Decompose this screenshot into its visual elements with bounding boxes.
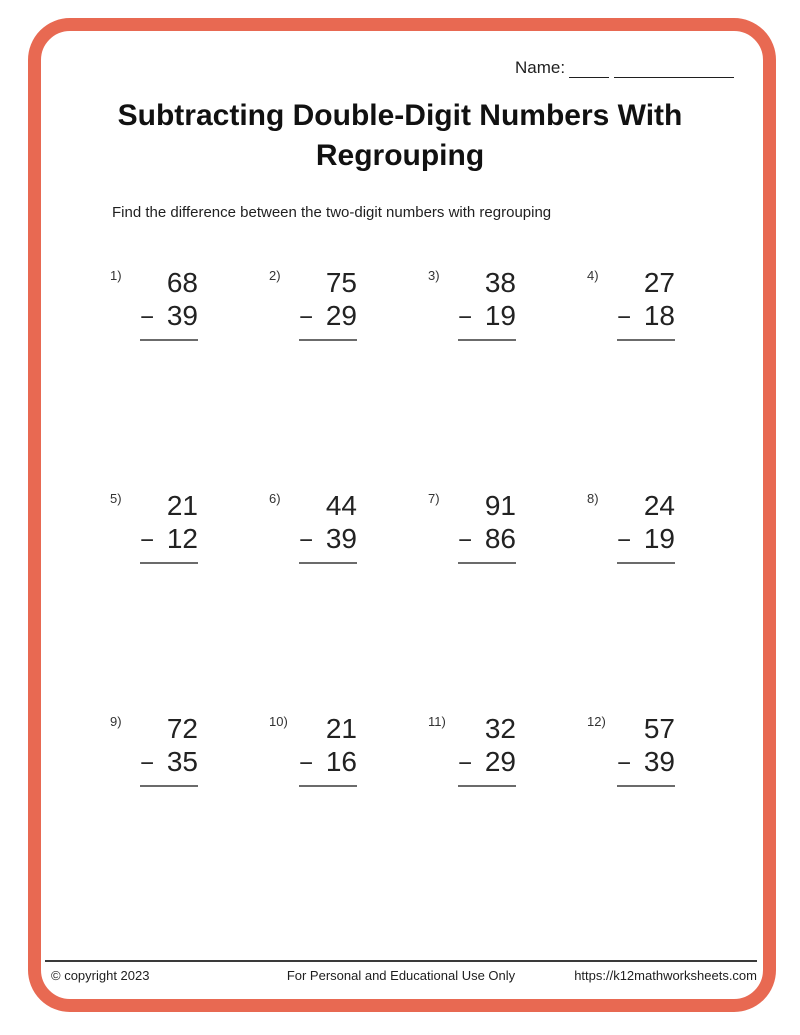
minus-sign: −	[617, 304, 632, 331]
minuend: 27	[643, 267, 675, 298]
subtrahend: 18	[643, 300, 675, 331]
subtrahend-row	[140, 299, 198, 334]
problem-cell	[106, 266, 265, 489]
name-blank-line	[614, 62, 734, 78]
minuend: 21	[166, 490, 198, 521]
answer-line	[299, 785, 357, 787]
answer-line	[140, 562, 198, 564]
minus-sign: −	[617, 750, 632, 777]
problem-work	[299, 712, 357, 787]
problem-work	[617, 266, 675, 341]
problem-work	[617, 712, 675, 787]
problem-work	[140, 489, 198, 564]
minus-sign: −	[140, 750, 155, 777]
subtrahend-row	[458, 745, 516, 780]
minuend: 24	[643, 490, 675, 521]
subtrahend-row	[299, 522, 357, 557]
minuend: 72	[166, 713, 198, 744]
problem-cell	[106, 712, 265, 935]
problem-work	[140, 266, 198, 341]
problem-number: 5)	[110, 491, 122, 506]
minus-sign: −	[299, 527, 314, 554]
problem-work	[140, 712, 198, 787]
subtrahend-row	[617, 745, 675, 780]
answer-line	[458, 785, 516, 787]
answer-line	[299, 339, 357, 341]
minus-sign: −	[458, 304, 473, 331]
subtrahend-row	[299, 745, 357, 780]
answer-line	[140, 785, 198, 787]
problem-cell	[424, 489, 583, 712]
problem-number: 3)	[428, 268, 440, 283]
minuend: 91	[484, 490, 516, 521]
problem-cell	[424, 712, 583, 935]
instruction-text: Find the difference between the two-digit numbers with regrouping	[112, 204, 552, 221]
subtrahend: 19	[643, 523, 675, 554]
answer-line	[458, 339, 516, 341]
subtrahend-row	[617, 299, 675, 334]
footer-site-url: https://k12mathworksheets.com	[574, 968, 757, 983]
problem-number: 12)	[587, 714, 606, 729]
minuend: 68	[166, 267, 198, 298]
footer-copyright: © copyright 2023	[51, 968, 150, 983]
minuend: 38	[484, 267, 516, 298]
problem-number: 9)	[110, 714, 122, 729]
problem-cell	[583, 489, 742, 712]
footer	[45, 968, 757, 986]
minus-sign: −	[299, 304, 314, 331]
minuend: 32	[484, 713, 516, 744]
minus-sign: −	[458, 750, 473, 777]
minuend: 21	[325, 713, 357, 744]
page-title-line2: Regrouping	[315, 139, 485, 172]
minus-sign: −	[140, 527, 155, 554]
problem-cell	[583, 266, 742, 489]
problem-cell	[106, 489, 265, 712]
subtrahend: 29	[325, 300, 357, 331]
answer-line	[617, 785, 675, 787]
minus-sign: −	[617, 527, 632, 554]
minus-sign: −	[140, 304, 155, 331]
subtrahend: 86	[484, 523, 516, 554]
minuend: 57	[643, 713, 675, 744]
problem-cell	[265, 489, 424, 712]
problem-number: 10)	[269, 714, 288, 729]
footer-divider	[45, 960, 757, 962]
problem-work	[458, 266, 516, 341]
problem-number: 8)	[587, 491, 599, 506]
answer-line	[458, 562, 516, 564]
answer-line	[299, 562, 357, 564]
footer-usage-note: For Personal and Educational Use Only	[286, 968, 516, 983]
minus-sign: −	[299, 750, 314, 777]
problem-number: 1)	[110, 268, 122, 283]
subtrahend: 19	[484, 300, 516, 331]
problem-number: 2)	[269, 268, 281, 283]
minuend: 75	[325, 267, 357, 298]
subtrahend: 12	[166, 523, 198, 554]
subtrahend: 39	[325, 523, 357, 554]
subtrahend-row	[299, 299, 357, 334]
name-label: Name:	[515, 58, 566, 77]
subtrahend-row	[458, 299, 516, 334]
subtrahend-row	[140, 745, 198, 780]
answer-line	[617, 339, 675, 341]
subtrahend: 29	[484, 746, 516, 777]
problem-cell	[265, 712, 424, 935]
answer-line	[140, 339, 198, 341]
problem-work	[299, 266, 357, 341]
page-title	[58, 96, 742, 176]
subtrahend-row	[617, 522, 675, 557]
problem-work	[617, 489, 675, 564]
problem-work	[458, 489, 516, 564]
minus-sign: −	[458, 527, 473, 554]
problems-grid	[106, 266, 742, 935]
name-blank-line	[569, 62, 609, 78]
subtrahend-row	[458, 522, 516, 557]
page-title-line1: Subtracting Double-Digit Numbers With	[117, 99, 683, 132]
problem-number: 6)	[269, 491, 281, 506]
subtrahend: 39	[643, 746, 675, 777]
problem-number: 7)	[428, 491, 440, 506]
problem-cell	[265, 266, 424, 489]
minuend: 44	[325, 490, 357, 521]
name-row	[515, 58, 734, 78]
problem-cell	[583, 712, 742, 935]
problem-work	[299, 489, 357, 564]
problem-cell	[424, 266, 583, 489]
problem-number: 4)	[587, 268, 599, 283]
subtrahend: 35	[166, 746, 198, 777]
problem-number: 11)	[428, 714, 446, 729]
subtrahend: 39	[166, 300, 198, 331]
subtrahend-row	[140, 522, 198, 557]
problem-work	[458, 712, 516, 787]
answer-line	[617, 562, 675, 564]
subtrahend: 16	[325, 746, 357, 777]
